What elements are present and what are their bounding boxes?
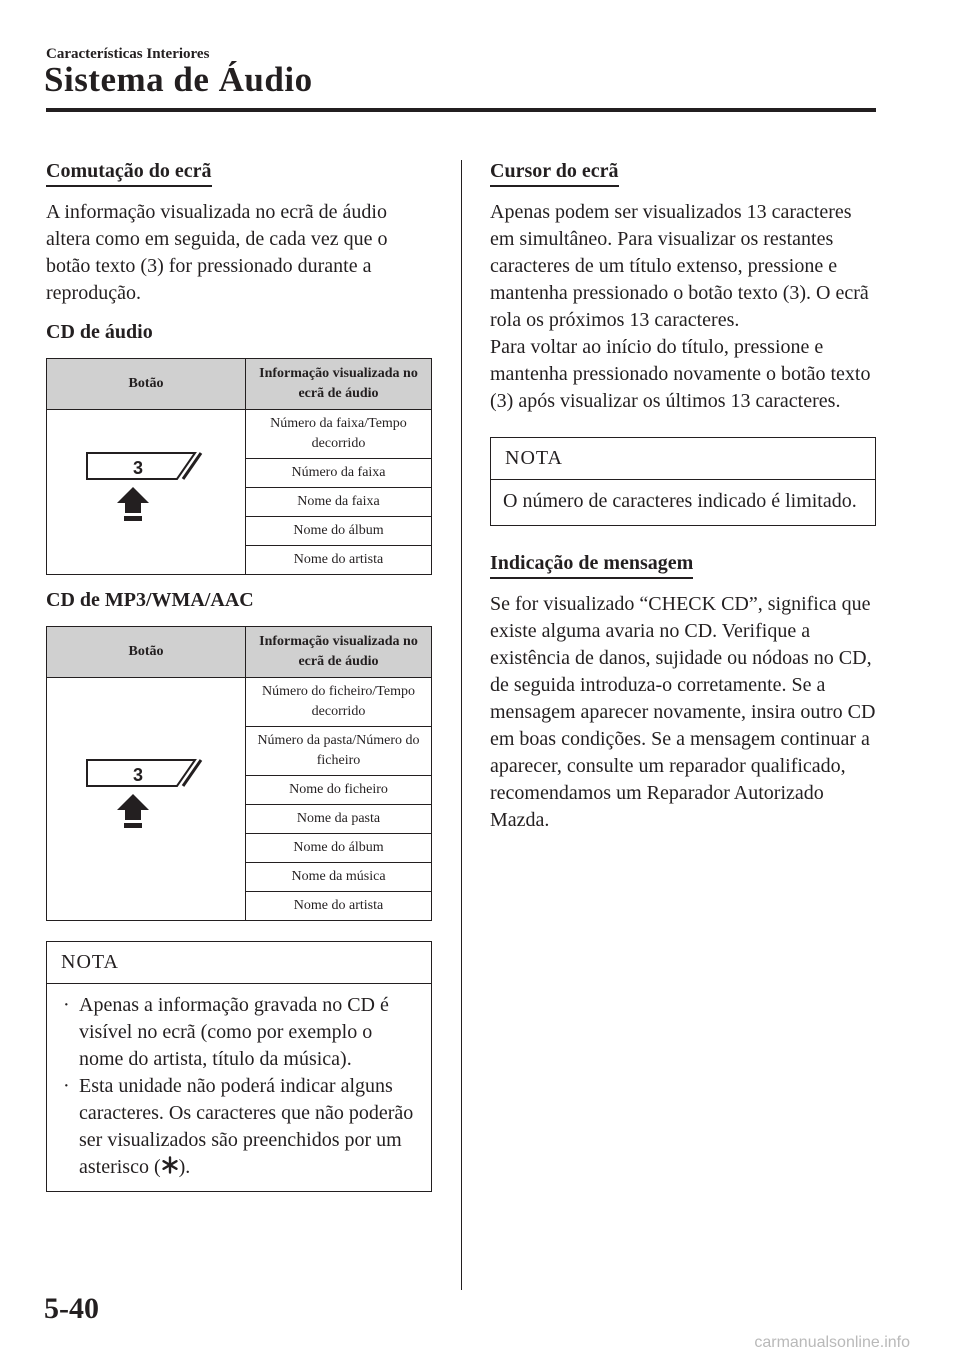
note-title: NOTA — [47, 942, 431, 984]
button-cell — [47, 410, 246, 575]
header-rule — [46, 108, 876, 112]
col-header-info: Informação visualizada no ecrã de áudio — [246, 627, 432, 678]
audio-cd-table — [46, 358, 432, 575]
left-column — [46, 160, 432, 1192]
info-cell: Nome do artista — [246, 892, 432, 921]
section-label: Características Interiores — [46, 46, 210, 62]
info-cell: Nome do álbum — [246, 517, 432, 546]
button-number-label: 3 — [133, 765, 144, 785]
cursor-paragraph-2: Para voltar ao início do título, pressione e mantenha pressionado novamente o botão texto (3) após visualizar os últimos 13 caracteres. — [490, 336, 871, 412]
section-heading-cursor: Cursor do ecrã — [490, 160, 619, 187]
info-cell: Número do ficheiro/Tempo decorrido — [246, 678, 432, 727]
list-item — [59, 992, 419, 1073]
watermark: carmanualsonline.info — [754, 1334, 910, 1351]
note-title: NOTA — [491, 438, 875, 480]
section-heading-message: Indicação de mensagem — [490, 552, 693, 579]
message-section — [490, 552, 876, 834]
text-button-press-icon — [81, 447, 211, 537]
info-cell: Número da pasta/Número do ficheiro — [246, 727, 432, 776]
info-cell: Nome da faixa — [246, 488, 432, 517]
button-cell — [47, 678, 246, 921]
button-number-label: 3 — [133, 458, 144, 478]
list-item — [59, 1073, 419, 1181]
intro-paragraph: A informação visualizada no ecrã de áudio altera como em seguida, de cada vez que o botão texto (3) for pressionado durante a reprodução. — [46, 201, 388, 304]
info-cell: Nome da música — [246, 863, 432, 892]
col-header-button: Botão — [47, 359, 246, 410]
col-header-info: Informação visualizada no ecrã de áudio — [246, 359, 432, 410]
bullet-dot-icon: · — [63, 1075, 70, 1097]
info-cell: Nome do ficheiro — [246, 776, 432, 805]
text-button-press-icon — [81, 754, 211, 844]
right-column — [490, 160, 876, 834]
note-body: O número de caracteres indicado é limitado. — [503, 490, 857, 512]
note-bullet-text: Esta unidade não poderá indicar alguns caracteres. Os caracteres que não poderão ser visualizados são preenchidos por um asterisco ( — [79, 1075, 414, 1178]
table-header-row — [47, 359, 432, 410]
table-header-row — [47, 627, 432, 678]
note-body — [47, 984, 431, 1191]
page-title: Sistema de Áudio — [44, 60, 313, 99]
table-row — [47, 410, 432, 459]
note-box-right — [490, 437, 876, 526]
column-divider — [461, 160, 462, 1290]
mp3-cd-table — [46, 626, 432, 921]
asterisk-icon — [161, 1156, 179, 1174]
message-paragraph: Se for visualizado “CHECK CD”, significa que existe alguma avaria no CD. Verifique a existência de danos, sujidade ou nódoas no CD, de seguida introduza-o corretamente. Se a mensagem aparecer novamente, insira outro CD em boas condições. Se a mensagem continuar a aparecer, consulte um reparador qualificado, recomendamos um Reparador Autorizado Mazda. — [490, 593, 876, 831]
info-cell: Nome do álbum — [246, 834, 432, 863]
page-number: 5-40 — [44, 1292, 99, 1325]
note-bullet-text: Apenas a informação gravada no CD é visível no ecrã (como por exemplo o nome do artista, título da música). — [79, 994, 389, 1070]
col-header-button: Botão — [47, 627, 246, 678]
bullet-dot-icon: · — [63, 994, 70, 1016]
note-bullet-text-end: ). — [178, 1156, 191, 1178]
cursor-paragraph-1: Apenas podem ser visualizados 13 caracteres em simultâneo. Para visualizar os restantes caracteres de um título extenso, pressione e mantenha pressionado o botão texto (3). O ecrã rola os próximos 13 caracteres. — [490, 201, 869, 331]
table1-caption: CD de áudio — [46, 321, 153, 343]
info-cell: Número da faixa — [246, 459, 432, 488]
note-box-left — [46, 941, 432, 1192]
table-row — [47, 678, 432, 727]
info-cell: Nome do artista — [246, 546, 432, 575]
table2-caption: CD de MP3/WMA/AAC — [46, 589, 254, 611]
info-cell: Nome da pasta — [246, 805, 432, 834]
info-cell: Número da faixa/Tempo decorrido — [246, 410, 432, 459]
section-heading-screen-switch: Comutação do ecrã — [46, 160, 212, 187]
